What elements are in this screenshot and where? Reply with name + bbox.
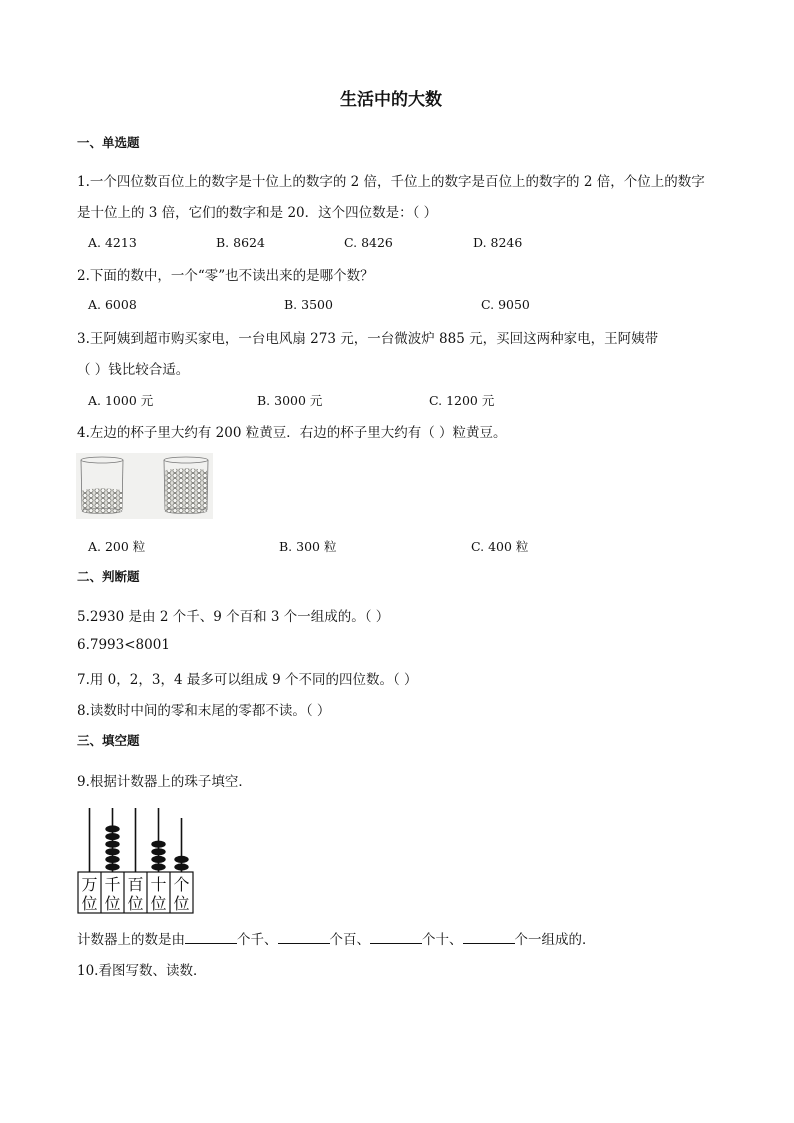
question-1-line-2: 是十位上的 3 倍，它们的数字和是 20．这个四位数是：（ ） (77, 205, 438, 221)
abacus-bead (105, 833, 119, 840)
fill-text-part-3: 个百、 (329, 932, 370, 948)
abacus-bead (105, 841, 119, 848)
page-title: 生活中的大数 (340, 90, 442, 110)
abacus-bead (151, 856, 165, 863)
abacus-bead (151, 848, 165, 855)
q3-option-c: C. 1200 元 (429, 393, 495, 408)
q2-option-a: A. 6008 (88, 297, 137, 312)
abacus-place-label: 十 (150, 875, 167, 894)
abacus-bead (174, 856, 188, 863)
question-5: 5.2930 是由 2 个千、9 个百和 3 个一组成的。（ ） (77, 609, 390, 625)
abacus-bead (151, 841, 165, 848)
section-heading-single-choice: 一、单选题 (77, 135, 140, 150)
abacus-place-label: 千 (104, 875, 121, 894)
abacus-bead (105, 856, 119, 863)
abacus-place-label: 位 (81, 894, 98, 913)
blank-tens[interactable] (370, 930, 422, 944)
abacus-place-label: 百 (127, 875, 144, 894)
fill-text-part-1: 计数器上的数是由 (77, 932, 185, 948)
abacus-place-label: 位 (173, 894, 190, 913)
section-heading-true-false: 二、判断题 (77, 569, 140, 584)
question-8: 8.读数时中间的零和末尾的零都不读。（ ） (77, 703, 331, 719)
blank-hundreds[interactable] (278, 930, 330, 944)
bean-cups-illustration (76, 453, 213, 519)
question-2: 2.下面的数中，一个“零”也不读出来的是哪个数？ (77, 268, 374, 284)
question-3-line-1: 3.王阿姨到超市购买家电，一台电风扇 273 元，一台微波炉 885 元，买回这两种家电，王阿姨带 (77, 331, 659, 347)
q3-option-b: B. 3000 元 (257, 393, 323, 408)
fill-text-part-2: 个千、 (237, 932, 278, 948)
q4-option-a: A. 200 粒 (88, 539, 146, 554)
q2-option-b: B. 3500 (284, 297, 333, 312)
question-4: 4.左边的杯子里大约有 200 粒黄豆．右边的杯子里大约有（ ）粒黄豆。 (77, 425, 507, 441)
blank-ones[interactable] (463, 930, 515, 944)
q4-option-b: B. 300 粒 (279, 539, 337, 554)
question-7: 7.用 0，2，3，4 最多可以组成 9 个不同的四位数。（ ） (77, 672, 418, 688)
q1-option-b: B. 8624 (216, 235, 265, 250)
q1-option-d: D. 8246 (473, 235, 523, 250)
left-cup (81, 457, 123, 514)
q4-option-c: C. 400 粒 (471, 539, 529, 554)
abacus-bead (151, 863, 165, 870)
question-9: 9.根据计数器上的珠子填空． (77, 774, 252, 790)
abacus-place-label: 位 (127, 894, 144, 913)
abacus-bead (105, 863, 119, 870)
fill-text-part-5: 个一组成的． (514, 932, 596, 948)
abacus-bead (174, 863, 188, 870)
abacus-place-label: 位 (150, 894, 167, 913)
abacus-place-label: 位 (104, 894, 121, 913)
question-9-fill-sentence (77, 928, 596, 948)
question-6: 6.7993<8001 (77, 637, 170, 653)
question-3-line-2: （ ）钱比较合适。 (77, 362, 190, 378)
abacus-bead (105, 825, 119, 832)
right-cup (164, 457, 208, 514)
abacus-place-label: 万 (81, 875, 98, 894)
abacus-counter (76, 806, 196, 916)
q2-option-c: C. 9050 (481, 297, 530, 312)
q3-option-a: A. 1000 元 (88, 393, 154, 408)
abacus-place-label: 个 (173, 875, 190, 894)
q1-option-c: C. 8426 (344, 235, 393, 250)
abacus-bead (105, 848, 119, 855)
fill-text-part-4: 个十、 (422, 932, 463, 948)
question-10: 10.看图写数、读数． (77, 963, 207, 979)
section-heading-fill-blank: 三、填空题 (77, 733, 140, 748)
bean-cups-image (76, 453, 213, 519)
blank-thousands[interactable] (185, 930, 237, 944)
q1-option-a: A. 4213 (88, 235, 137, 250)
question-1-line-1: 1.一个四位数百位上的数字是十位上的数字的 2 倍，千位上的数字是百位上的数字的 2 倍，个位上的数字 (77, 174, 705, 190)
abacus-drawing (76, 806, 196, 916)
